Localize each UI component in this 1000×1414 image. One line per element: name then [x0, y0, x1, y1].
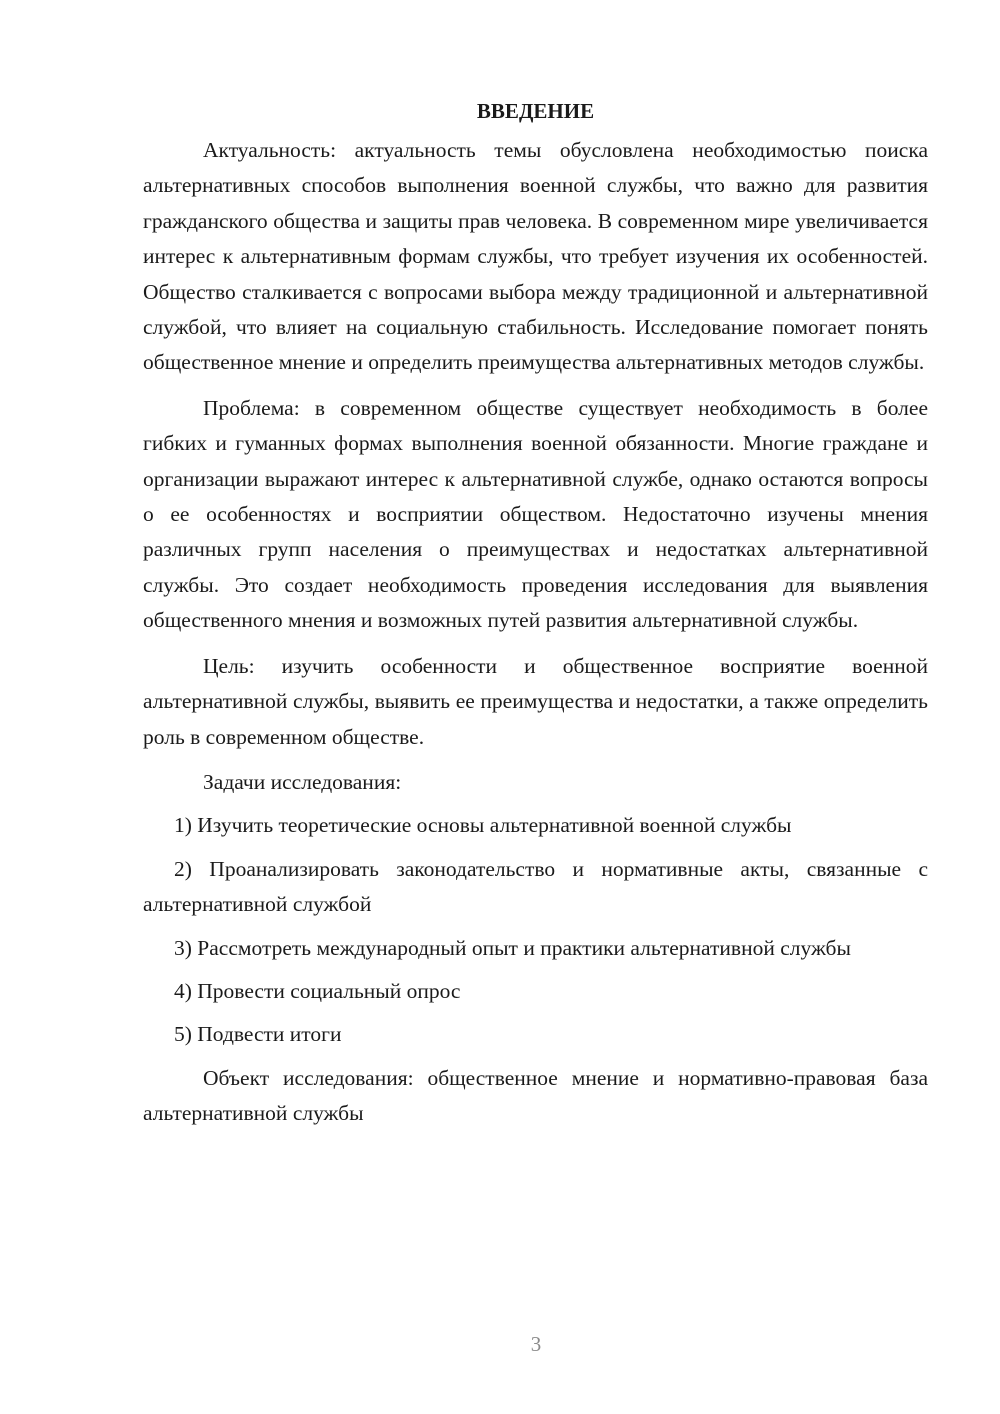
task-item-3: 3) Рассмотреть международный опыт и практики альтернативной службы [174, 935, 851, 960]
object-paragraph: Объект исследования: общественное мнение и нормативно-правовая база альтернативной службы [143, 1065, 928, 1126]
task-item-1: 1) Изучить теоретические основы альтернативной военной службы [174, 813, 792, 838]
task-item-4: 4) Провести социальный опрос [174, 978, 461, 1003]
goal-paragraph: Цель: изучить особенности и общественное восприятие военной альтернативной службы, выявить ее преимущества и недостатки, а также определить роль в современном обществе. [143, 653, 928, 749]
task-item-2: 2) Проанализировать законодательство и нормативные акты, связанные с альтернативной службой [143, 856, 928, 917]
page-content [143, 94, 928, 1132]
relevance-paragraph: Актуальность: актуальность темы обусловлена необходимостью поиска альтернативных способов выполнения военной службы, что важно для развития гражданского общества и защиты прав человека. В современном мире увеличивается интерес к альтернативным формам службы, что требует изучения их особенностей. Общество сталкивается с вопросами выбора между традиционной и альтернативной службой, что влияет на социальную стабильность. Исследование помогает понять общественное мнение и определить преимущества альтернативных методов службы. [143, 138, 928, 375]
problem-paragraph: Проблема: в современном обществе существует необходимость в более гибких и гуманных формах выполнения военной обязанности. Многие граждане и организации выражают интерес к альтернативной службе, однако остаются вопросы о ее особенностях и восприятии обществом. Недостаточно изучены мнения различных групп населения о преимуществах и недостатках альтернативной службы. Это создает необходимость проведения исследования для выявления общественного мнения и возможных путей развития альтернативной службы. [143, 395, 928, 633]
tasks-heading: Задачи исследования: [203, 769, 402, 794]
page-title: ВВЕДЕНИЕ [476, 99, 595, 123]
page-number: 3 [530, 1332, 542, 1356]
task-item-5: 5) Подвести итоги [174, 1022, 342, 1047]
